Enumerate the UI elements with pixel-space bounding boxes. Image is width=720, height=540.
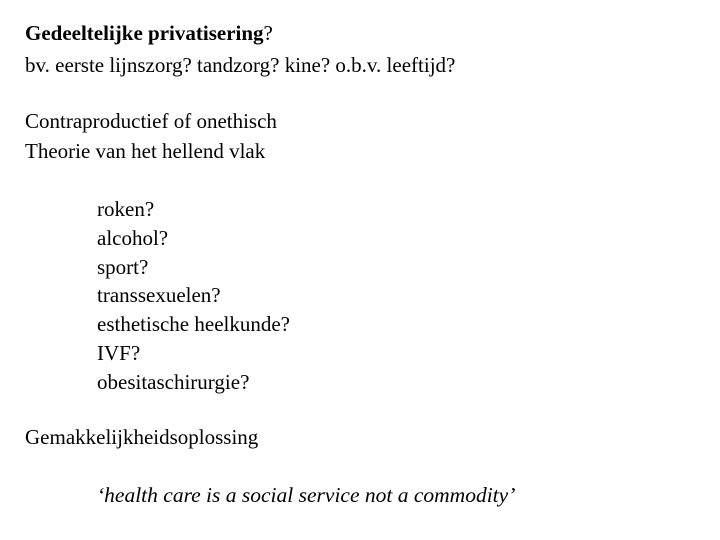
slippery-slope-line: Theorie van het hellend vlak — [25, 139, 266, 163]
examples-line: bv. eerste lijnszorg? tandzorg? kine? o.b.v. leeftijd? — [25, 53, 456, 77]
list-item: obesitaschirurgie? — [97, 370, 250, 394]
quote-line: ‘health care is a social service not a commodity’ — [97, 483, 516, 507]
list-item: IVF? — [97, 341, 141, 365]
list-item: transsexuelen? — [97, 283, 221, 307]
list-item: alcohol? — [97, 226, 169, 250]
heading-line — [25, 23, 273, 44]
heading-suffix: ? — [263, 21, 273, 45]
heading-bold: Gedeeltelijke privatisering — [25, 21, 264, 45]
list-item: sport? — [97, 255, 149, 279]
list-item: roken? — [97, 197, 155, 221]
counterproductive-line: Contraproductief of onethisch — [25, 109, 277, 133]
list-item: esthetische heelkunde? — [97, 312, 290, 336]
convenience-solution-line: Gemakkelijkheidsoplossing — [25, 425, 259, 449]
